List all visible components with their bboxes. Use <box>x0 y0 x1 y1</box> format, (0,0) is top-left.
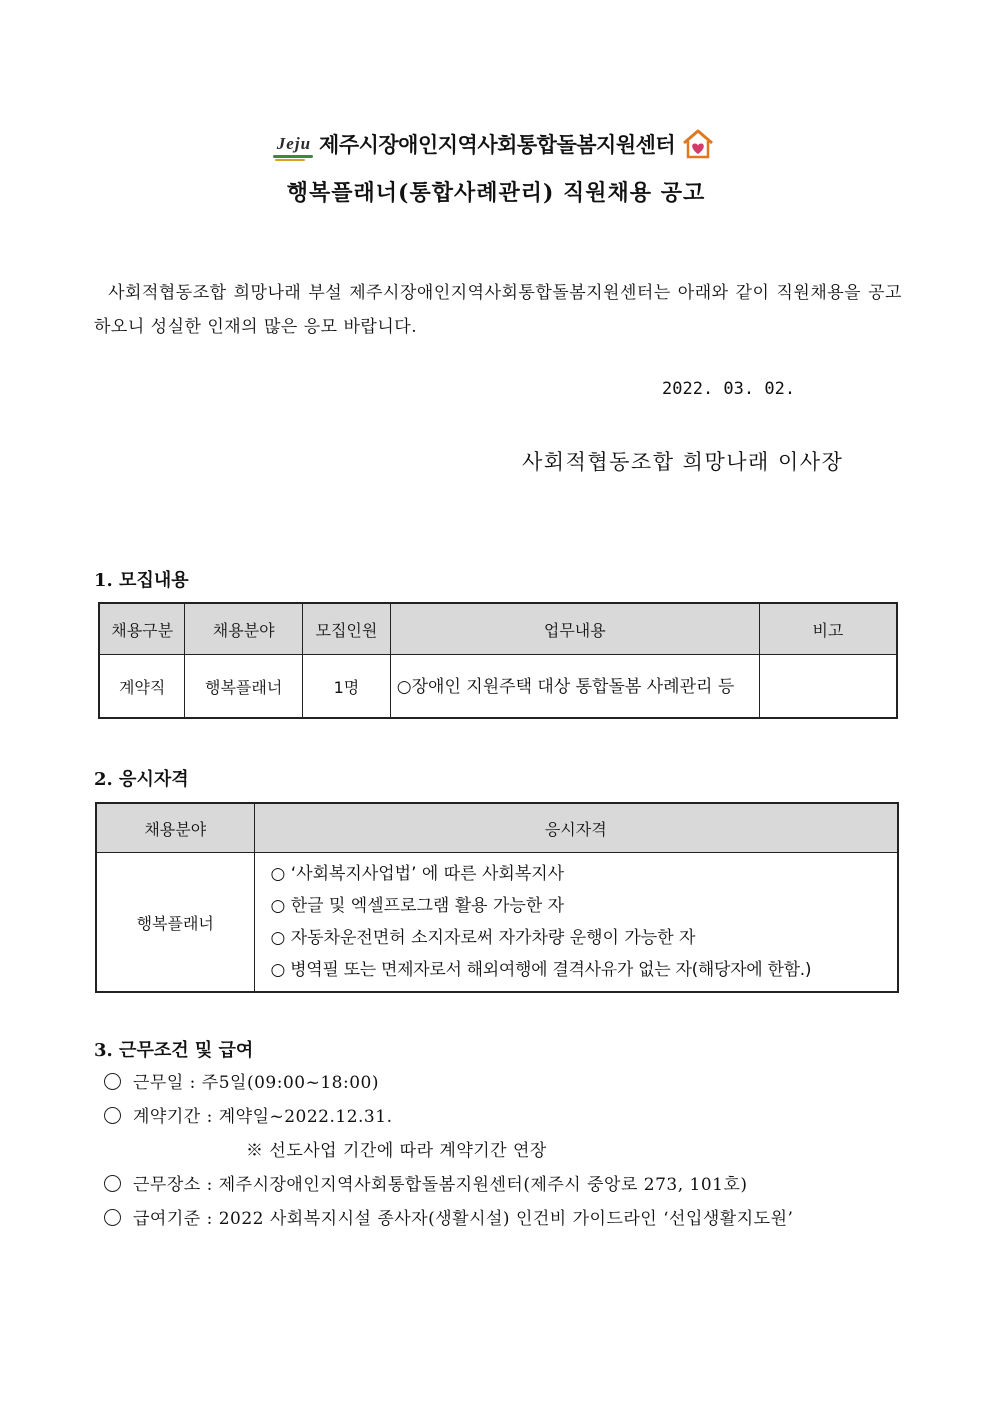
table-row <box>99 655 897 719</box>
condition-text: 계약기간 : 계약일~2022.12.31. <box>133 1107 393 1127</box>
qualification-list <box>255 858 898 986</box>
jeju-logo <box>277 134 311 154</box>
recruitment-table <box>98 602 898 719</box>
count-cell: 1명 <box>303 655 391 719</box>
logo-text: Jeju <box>276 134 312 153</box>
table-row <box>96 853 898 993</box>
house-heart-icon <box>681 128 715 160</box>
signer: 사회적협동조합 희망나래 이사장 <box>522 450 844 474</box>
page-title: 행복플래너(통합사례관리) 직원채용 공고 <box>286 180 706 206</box>
announcement-date: 2022. 03. 02. <box>662 379 796 399</box>
list-item: ○ 자동차운전면허 소지자로써 자가차량 운행이 가능한 자 <box>270 928 696 948</box>
header-cell: 업무내용 <box>390 603 759 655</box>
header-cell: 모집인원 <box>303 603 391 655</box>
header <box>0 128 992 160</box>
circle-bullet-icon <box>104 1209 121 1226</box>
table-header-row <box>96 803 898 853</box>
list-item: ○ 한글 및 엑셀프로그램 활용 가능한 자 <box>270 896 565 916</box>
intro-paragraph <box>94 276 902 344</box>
field-cell: 행복플래너 <box>185 655 303 719</box>
section1-heading: 1. 모집내용 <box>94 570 189 591</box>
intro-text: 사회적협동조합 희망나래 부설 제주시장애인지역사회통합돌봄지원센터는 아래와 같이 직원채용을 공고하오니 성실한 인재의 많은 응모 바랍니다. <box>94 283 902 337</box>
condition-item <box>104 1204 793 1229</box>
header-cell: 채용분야 <box>185 603 303 655</box>
list-item: ○ ‘사회복지사업법’ 에 따른 사회복지사 <box>270 864 565 884</box>
circle-bullet-icon <box>104 1073 121 1090</box>
condition-text: 근무장소 : 제주시장애인지역사회통합돌봄지원센터(제주시 중앙로 273, 101호) <box>133 1175 748 1195</box>
employment-type-cell: 계약직 <box>99 655 185 719</box>
contract-note: ※ 선도사업 기간에 따라 계약기간 연장 <box>246 1141 547 1161</box>
header-cell: 채용분야 <box>96 803 254 853</box>
center-name: 제주시장애인지역사회통합돌봄지원센터 <box>319 133 676 157</box>
qualifications-cell <box>254 853 898 993</box>
circle-bullet-icon <box>104 1175 121 1192</box>
duty-cell: ○장애인 지원주택 대상 통합돌봄 사례관리 등 <box>390 655 759 719</box>
circle-bullet-icon <box>104 1107 121 1124</box>
note-cell <box>759 655 897 719</box>
section2-heading: 2. 응시자격 <box>94 769 189 790</box>
header-cell: 채용구분 <box>99 603 185 655</box>
header-cell: 비고 <box>759 603 897 655</box>
condition-text: 급여기준 : 2022 사회복지시설 종사자(생활시설) 인건비 가이드라인 ‘선입생활지도원’ <box>133 1209 794 1229</box>
condition-item <box>104 1068 379 1093</box>
table-header-row <box>99 603 897 655</box>
qualification-table <box>95 802 899 993</box>
field-cell: 행복플래너 <box>96 853 254 993</box>
section3-heading: 3. 근무조건 및 급여 <box>94 1040 254 1061</box>
header-cell: 응시자격 <box>254 803 898 853</box>
condition-item <box>104 1170 748 1195</box>
condition-item <box>104 1102 392 1127</box>
list-item: ○ 병역필 또는 면제자로서 해외여행에 결격사유가 없는 자(해당자에 한함.) <box>270 960 812 980</box>
condition-text: 근무일 : 주5일(09:00~18:00) <box>133 1073 379 1093</box>
